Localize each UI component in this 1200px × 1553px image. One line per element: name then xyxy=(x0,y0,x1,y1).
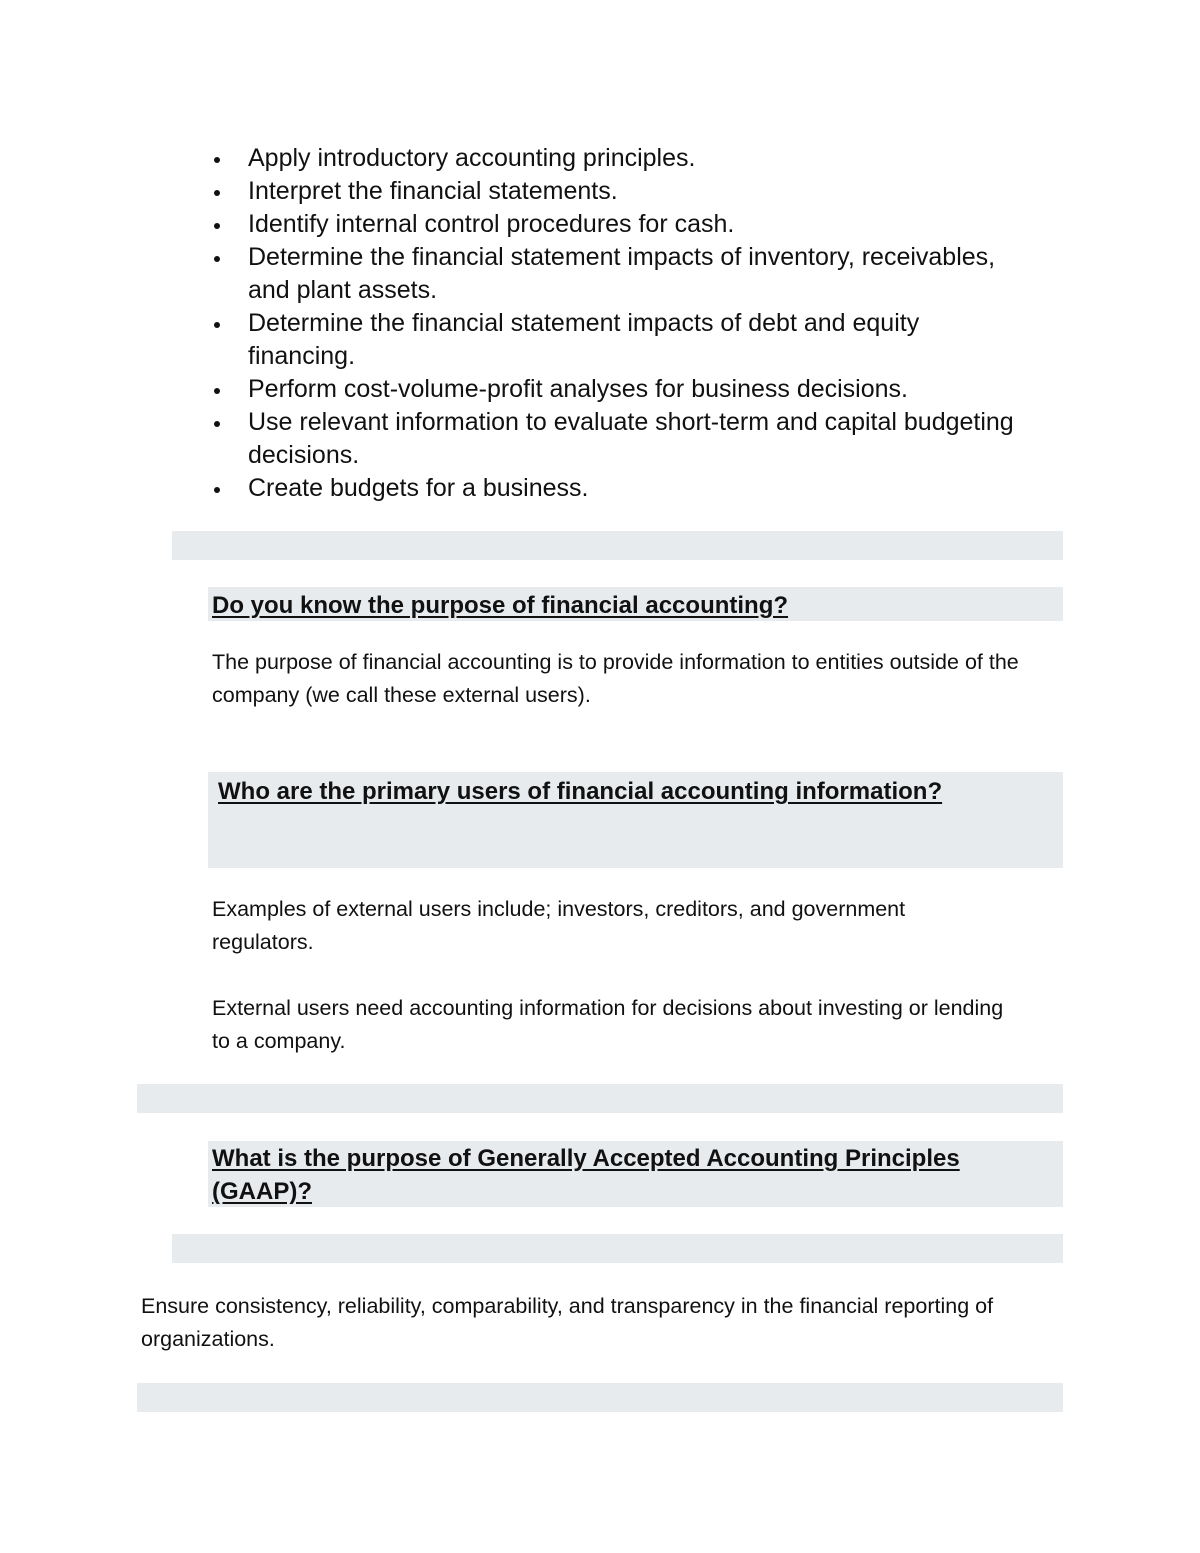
section-divider xyxy=(172,531,1063,560)
bullet-icon xyxy=(214,157,220,163)
list-item: Create budgets for a business. xyxy=(210,472,1030,505)
answer-users-examples-text: Examples of external users include; investors, creditors, and government regulators. xyxy=(212,897,906,954)
bullet-icon xyxy=(214,421,220,427)
list-item: Use relevant information to evaluate short-term and capital budgeting decisions. xyxy=(210,406,1030,472)
answer-users-needs-text: External users need accounting information for decisions about investing or lending to a company. xyxy=(212,996,1004,1053)
question-gaap-heading: What is the purpose of Generally Accepted Accounting Principles (GAAP)? xyxy=(212,1145,960,1205)
bullet-icon xyxy=(214,190,220,196)
bullet-icon xyxy=(214,487,220,493)
list-item: Interpret the financial statements. xyxy=(210,175,1030,208)
bullet-icon xyxy=(214,388,220,394)
list-item: Determine the financial statement impacts of debt and equity financing. xyxy=(210,307,1030,373)
question-users-heading: Who are the primary users of financial accounting information? xyxy=(218,778,943,805)
learning-objectives-list xyxy=(210,142,1030,505)
bullet-icon xyxy=(214,223,220,229)
section-divider xyxy=(137,1383,1063,1412)
list-item: Identify internal control procedures for cash. xyxy=(210,208,1030,241)
list-item: Perform cost-volume-profit analyses for business decisions. xyxy=(210,373,1030,406)
bullet-icon xyxy=(214,322,220,328)
bullet-icon xyxy=(214,256,220,262)
section-divider xyxy=(172,1234,1063,1263)
list-item: Apply introductory accounting principles. xyxy=(210,142,1030,175)
section-divider xyxy=(137,1084,1063,1113)
question-purpose-heading: Do you know the purpose of financial accounting? xyxy=(212,592,789,619)
answer-gaap-text: Ensure consistency, reliability, comparability, and transparency in the financial reporting of organizations. xyxy=(141,1294,994,1351)
list-item: Determine the financial statement impacts of inventory, receivables, and plant assets. xyxy=(210,241,1030,307)
answer-purpose-text: The purpose of financial accounting is to provide information to entities outside of the company (we call these external users). xyxy=(212,650,1019,707)
